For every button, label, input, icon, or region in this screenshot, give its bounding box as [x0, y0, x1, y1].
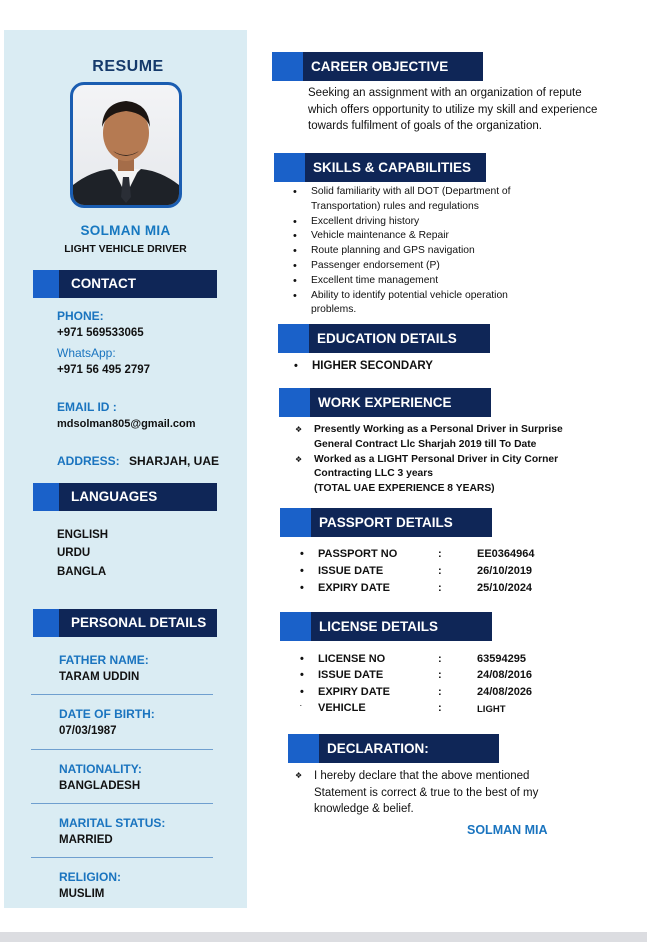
list-item: • Excellent driving history: [289, 215, 554, 230]
education-list: [290, 358, 550, 374]
phone-label: PHONE:: [57, 309, 104, 323]
list-item: • Route planning and GPS navigation: [289, 244, 554, 259]
candidate-name: SOLMAN MIA: [80, 223, 171, 238]
education-heading: EDUCATION DETAILS: [278, 324, 490, 353]
address-label: ADDRESS:: [57, 454, 120, 468]
skills-list: [289, 185, 554, 318]
email-value: mdsolman805@gmail.com: [57, 418, 196, 430]
declaration-list: [295, 768, 580, 818]
sidebar: [4, 30, 247, 908]
nationality-label: NATIONALITY:: [59, 762, 142, 776]
father-name-value: TARAM UDDIN: [59, 671, 140, 683]
license-vehicle-row: . VEHICLE : LIGHT: [300, 702, 506, 715]
work-experience-list: [295, 423, 585, 482]
list-item: • Vehicle maintenance & Repair: [289, 229, 554, 244]
license-heading: LICENSE DETAILS: [280, 612, 492, 641]
address-value: SHARJAH, UAE: [129, 454, 220, 468]
list-item: • HIGHER SECONDARY: [290, 358, 550, 374]
dob-value: 07/03/1987: [59, 725, 117, 737]
passport-no-row: • PASSPORT NO : EE0364964: [300, 548, 535, 560]
father-name-label: FATHER NAME:: [59, 653, 149, 667]
contact-heading: CONTACT: [33, 270, 217, 298]
candidate-role: LIGHT VEHICLE DRIVER: [64, 243, 187, 255]
license-expiry-row: • EXPIRY DATE : 24/08/2026: [300, 686, 533, 698]
list-item: ❖ Worked as a LIGHT Personal Driver in City Corner Contracting LLC 3 years: [295, 453, 585, 483]
work-experience-heading: WORK EXPERIENCE: [279, 388, 491, 417]
divider: [31, 857, 213, 858]
divider: [31, 803, 213, 804]
declaration-heading: DECLARATION:: [288, 734, 499, 763]
phone-value: +971 569533065: [57, 327, 144, 339]
career-objective-text: Seeking an assignment with an organization of repute which offers opportunity to utilize my skill and experience towards fulfilment of goals of the organization.: [308, 87, 598, 132]
divider: [31, 694, 213, 695]
list-item: • Excellent time management: [289, 274, 554, 289]
nationality-value: BANGLADESH: [59, 780, 141, 792]
resume-title: RESUME: [92, 58, 164, 75]
whatsapp-value: +971 56 495 2797: [57, 364, 151, 376]
language-item: ENGLISH: [57, 529, 109, 541]
marital-status-value: MARRIED: [59, 834, 113, 846]
passport-issue-row: • ISSUE DATE : 26/10/2019: [300, 565, 533, 577]
whatsapp-label: WhatsApp:: [57, 346, 116, 360]
email-label: EMAIL ID :: [57, 400, 117, 414]
passport-expiry-row: • EXPIRY DATE : 25/10/2024: [300, 582, 533, 594]
declaration-text: ❖ I hereby declare that the above mentioned Statement is correct & true to the best of my knowledge & belief.: [295, 768, 580, 818]
profile-photo: [70, 82, 182, 208]
license-issue-row: • ISSUE DATE : 24/08/2016: [300, 669, 533, 681]
passport-heading: PASSPORT DETAILS: [280, 508, 492, 537]
list-item: • Passenger endorsement (P): [289, 259, 554, 274]
list-item: ❖ Presently Working as a Personal Driver in Surprise General Contract Llc Sharjah 2019 till To Date: [295, 423, 585, 453]
career-objective-heading: CAREER OBJECTIVE: [272, 52, 483, 81]
language-item: URDU: [57, 547, 91, 559]
list-item: • Solid familiarity with all DOT (Department of Transportation) rules and regulations: [289, 185, 554, 215]
skills-heading: SKILLS & CAPABILITIES: [274, 153, 486, 182]
list-item: • Ability to identify potential vehicle operation problems.: [289, 289, 554, 319]
divider: [31, 749, 213, 750]
signature-name: SOLMAN MIA: [467, 823, 548, 837]
religion-value: MUSLIM: [59, 888, 105, 900]
personal-details-heading: PERSONAL DETAILS: [33, 609, 217, 637]
total-experience-note: (TOTAL UAE EXPERIENCE 8 YEARS): [314, 483, 495, 494]
marital-status-label: MARITAL STATUS:: [59, 816, 166, 830]
religion-label: RELIGION:: [59, 870, 121, 884]
page-bottom-edge: [0, 932, 647, 942]
languages-heading: LANGUAGES: [33, 483, 217, 511]
dob-label: DATE OF BIRTH:: [59, 707, 155, 721]
license-no-row: • LICENSE NO : 63594295: [300, 653, 526, 665]
language-item: BANGLA: [57, 566, 107, 578]
